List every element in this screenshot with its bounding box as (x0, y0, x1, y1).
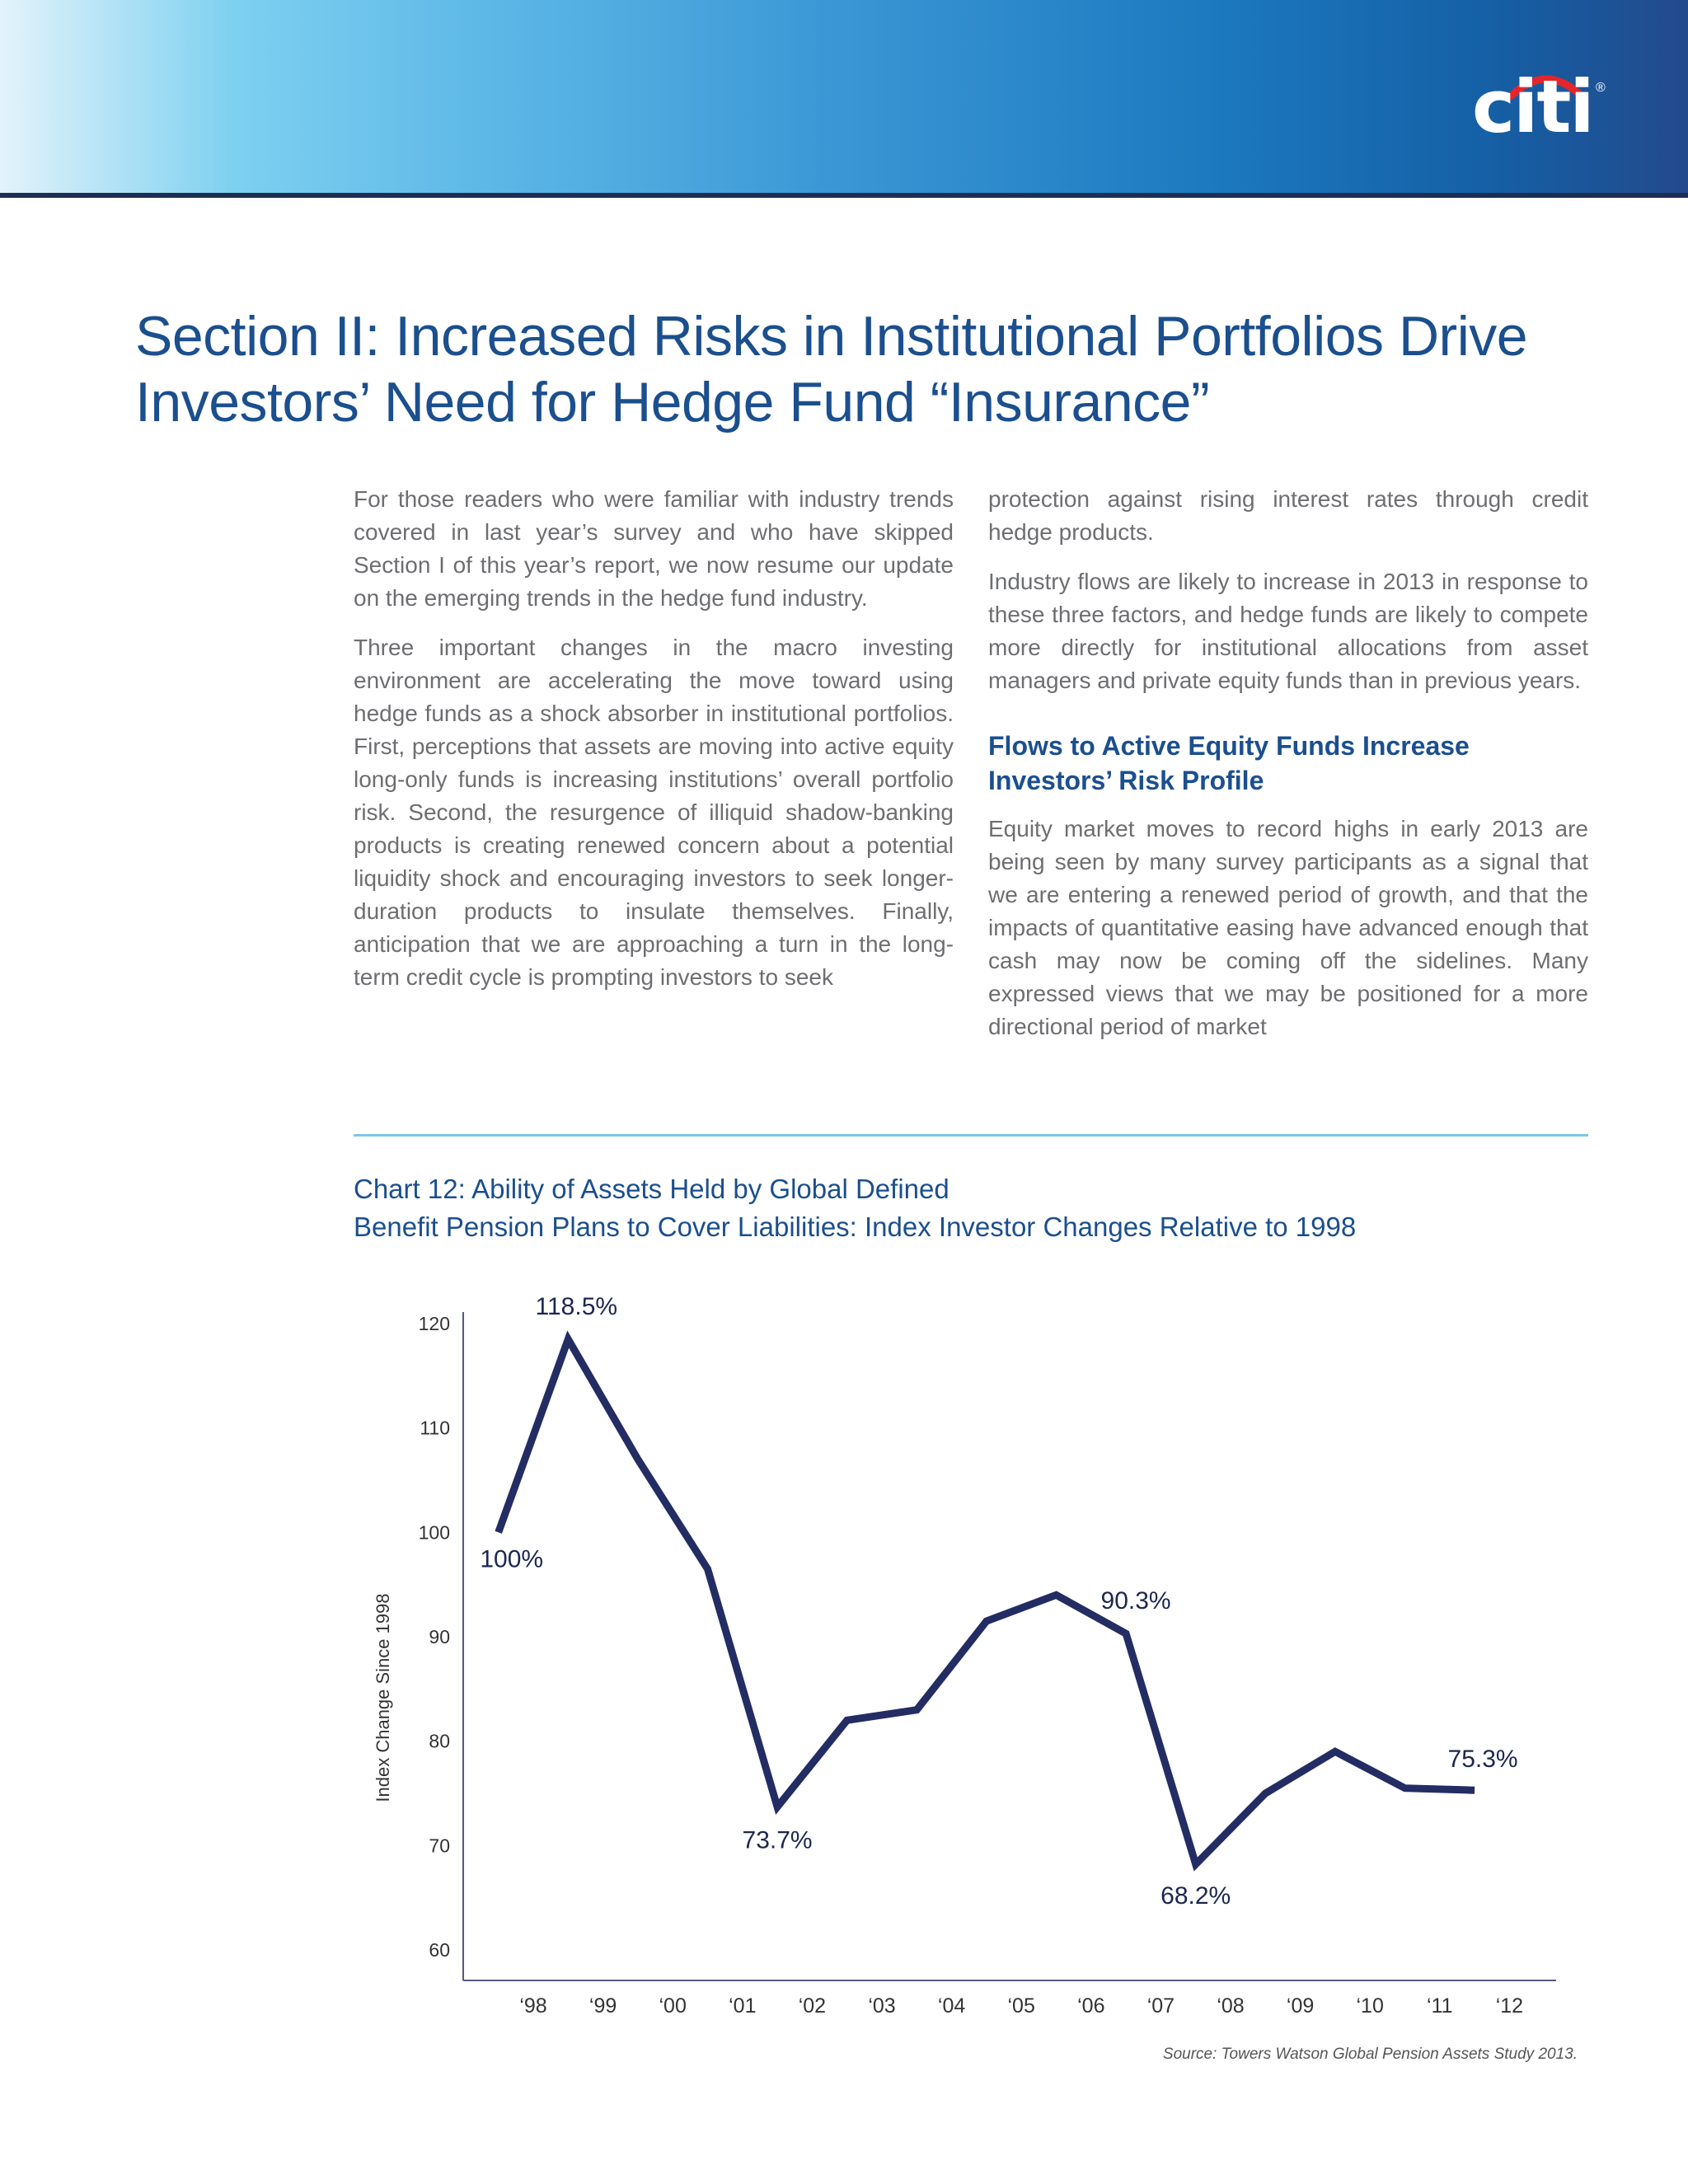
x-tick-label: ‘10 (1356, 1994, 1384, 2018)
chart-title-line-1: Chart 12: Ability of Assets Held by Global Defined (354, 1174, 950, 1204)
x-tick-label: ‘00 (659, 1994, 687, 2018)
source-note: Source: Towers Watson Global Pension Assets Study 2013. (1162, 2046, 1578, 2063)
y-tick-label: 80 (429, 1730, 450, 1752)
x-tick-label: ‘12 (1495, 1994, 1524, 2018)
x-tick-label: ‘01 (729, 1994, 757, 2018)
registered-mark: ® (1596, 81, 1606, 95)
y-axis-label: Index Change Since 1998 (373, 1593, 393, 1802)
section-subheading: Flows to Active Equity Funds Increase Investors’ Risk Profile (988, 731, 1470, 795)
x-tick-label: ‘06 (1077, 1994, 1105, 2018)
left-paragraph-1: For those readers who were familiar with industry trends covered in last year’s survey and who have skipped Section I of this year’s report, we now resume our update on the emerging trends in the hedge fund industry. (354, 486, 954, 611)
x-tick-label: ‘98 (519, 1994, 547, 2018)
y-tick-label: 120 (418, 1313, 450, 1334)
data-label: 75.3% (1447, 1746, 1518, 1774)
y-tick-label: 100 (418, 1521, 450, 1544)
x-tick-label: ‘07 (1146, 1994, 1175, 2018)
x-tick-label: ‘05 (1007, 1994, 1035, 2018)
y-tick-label: 70 (429, 1835, 450, 1857)
data-label: 90.3% (1100, 1587, 1171, 1615)
series-line (499, 1339, 1475, 1864)
right-paragraph-2: Industry flows are likely to increase in 2013 in response to these three factors, and hedge funds are likely to compete more directly for institutional allocations from asset managers and private equity funds than in previous years. (988, 569, 1588, 693)
data-label: 100% (480, 1545, 544, 1573)
data-label: 73.7% (742, 1826, 813, 1854)
right-paragraph-3: Equity market moves to record highs in early 2013 are being seen by many survey participants as a signal that we are entering a renewed period of growth, and that the impacts of quantitative easing have advanced enough that cash may now be coming off the sidelines. Many expressed views that we may be positioned for a more directional period of market (988, 816, 1588, 1039)
left-paragraph-2: Three important changes in the macro investing environment are accelerating the move toward using hedge funds as a shock absorber in institutional portfolios. First, perceptions that assets are moving into active equity long-only funds is increasing institutions’ overall portfolio risk. Second, the resurgence of illiquid shadow-banking products is creating renewed concern about a potential liquidity shock and encouraging investors to seek longer-duration products to insulate themselves. Finally, anticipation that we are approaching a turn in the long-term credit cycle is prompting investors to seek (354, 635, 954, 990)
data-label: 118.5% (535, 1293, 618, 1320)
x-tick-label: ‘09 (1286, 1994, 1315, 2018)
x-tick-label: ‘99 (588, 1994, 617, 2018)
y-tick-label: 90 (429, 1626, 450, 1647)
x-tick-label: ‘03 (868, 1994, 896, 2018)
data-label: 68.2% (1160, 1882, 1231, 1910)
right-paragraph-1: protection against rising interest rates through credit hedge products. (988, 486, 1588, 545)
chart-title-line-2: Benefit Pension Plans to Cover Liabilities: Index Investor Changes Relative to 1998 (354, 1212, 1357, 1242)
page-title-line-1: Section II: Increased Risks in Institutional Portfolios Drive (135, 305, 1528, 368)
x-tick-label: ‘04 (937, 1994, 966, 2018)
x-tick-label: ‘11 (1427, 1994, 1453, 2018)
logo-wordmark: citi (1472, 64, 1593, 149)
y-tick-label: 60 (429, 1939, 450, 1961)
y-tick-label: 110 (420, 1417, 450, 1439)
x-tick-label: ‘08 (1217, 1994, 1245, 2018)
page-title-line-2: Investors’ Need for Hedge Fund “Insurance” (135, 371, 1210, 434)
x-tick-label: ‘02 (798, 1994, 827, 2018)
